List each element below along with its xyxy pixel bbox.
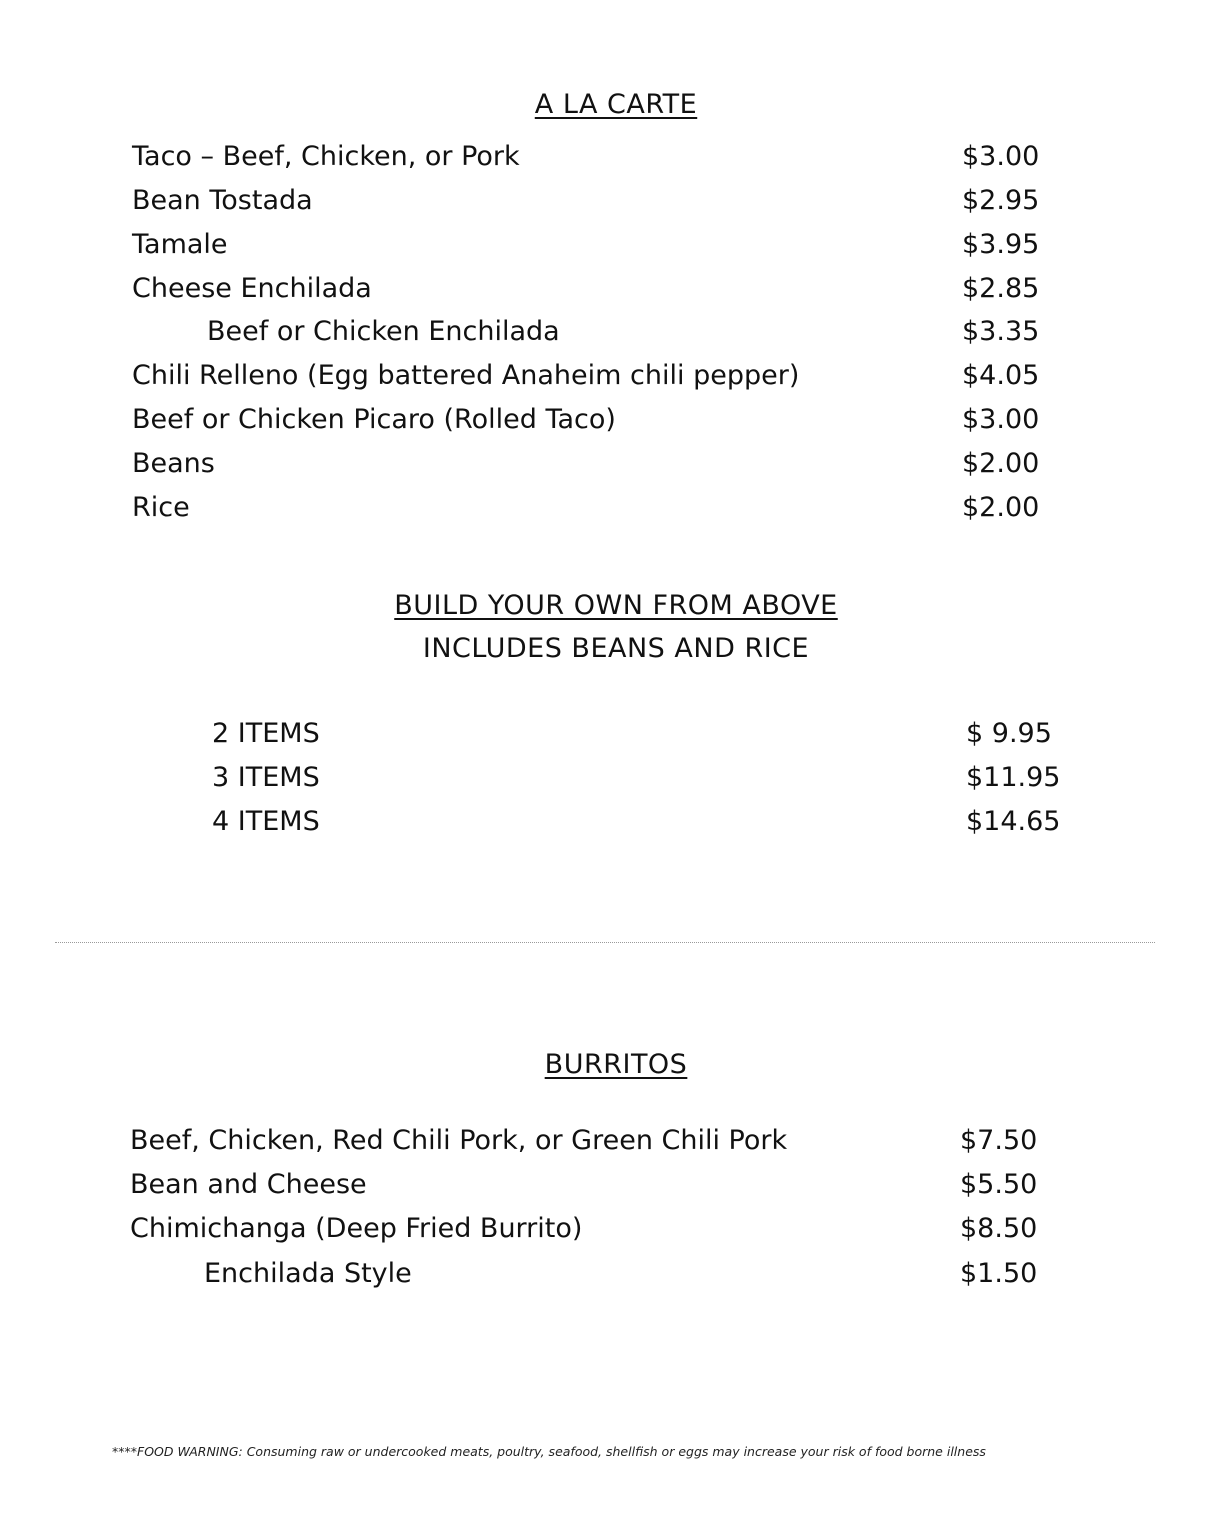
burritos-heading: BURRITOS (544, 1049, 688, 1080)
item-name: Beef or Chicken Enchilada (207, 316, 560, 347)
burrito-item (0, 1121, 1232, 1161)
menu-item (0, 444, 1232, 484)
item-name: Beef or Chicken Picaro (Rolled Taco) (132, 404, 616, 435)
item-price: $2.85 (962, 273, 1040, 304)
item-name: Bean Tostada (132, 185, 313, 216)
item-name: Bean and Cheese (130, 1169, 367, 1200)
menu-item (0, 312, 1232, 352)
item-price: $3.00 (962, 404, 1040, 435)
menu-item (0, 137, 1232, 177)
item-price: $2.95 (962, 185, 1040, 216)
item-price: $8.50 (960, 1213, 1038, 1244)
combo-item (0, 758, 1232, 798)
a-la-carte-heading: A LA CARTE (534, 89, 698, 120)
item-name: Chimichanga (Deep Fried Burrito) (130, 1213, 583, 1244)
menu-item (0, 356, 1232, 396)
combo-item (0, 714, 1232, 754)
burrito-item (0, 1165, 1232, 1205)
item-name: Beans (132, 448, 215, 479)
combo-price: $14.65 (966, 806, 1061, 837)
item-name: Chili Relleno (Egg battered Anaheim chili pepper) (132, 360, 800, 391)
combo-price: $ 9.95 (966, 718, 1052, 749)
build-your-own-subtitle: INCLUDES BEANS AND RICE (422, 633, 810, 664)
item-price: $1.50 (960, 1258, 1038, 1289)
menu-item (0, 225, 1232, 265)
burrito-item (0, 1209, 1232, 1249)
burrito-item (0, 1254, 1232, 1294)
menu-item (0, 488, 1232, 528)
item-name: Rice (132, 492, 190, 523)
combo-name: 3 ITEMS (212, 762, 320, 793)
menu-item (0, 269, 1232, 309)
food-warning: ****FOOD WARNING: Consuming raw or undercooked meats, poultry, seafood, shellfish or eggs may increase your risk of food borne illness (112, 1444, 986, 1459)
build-your-own-heading: BUILD YOUR OWN FROM ABOVE (394, 590, 838, 621)
menu-item (0, 181, 1232, 221)
item-price: $3.95 (962, 229, 1040, 260)
item-name: Enchilada Style (204, 1258, 412, 1289)
item-price: $7.50 (960, 1125, 1038, 1156)
section-divider (55, 942, 1155, 943)
item-price: $3.35 (962, 316, 1040, 347)
combo-name: 2 ITEMS (212, 718, 320, 749)
item-name: Taco – Beef, Chicken, or Pork (132, 141, 520, 172)
item-price: $3.00 (962, 141, 1040, 172)
item-price: $4.05 (962, 360, 1040, 391)
menu-item (0, 400, 1232, 440)
item-price: $5.50 (960, 1169, 1038, 1200)
combo-name: 4 ITEMS (212, 806, 320, 837)
combo-price: $11.95 (966, 762, 1061, 793)
item-price: $2.00 (962, 448, 1040, 479)
item-name: Beef, Chicken, Red Chili Pork, or Green Chili Pork (130, 1125, 788, 1156)
item-price: $2.00 (962, 492, 1040, 523)
item-name: Cheese Enchilada (132, 273, 372, 304)
combo-item (0, 802, 1232, 842)
item-name: Tamale (132, 229, 228, 260)
